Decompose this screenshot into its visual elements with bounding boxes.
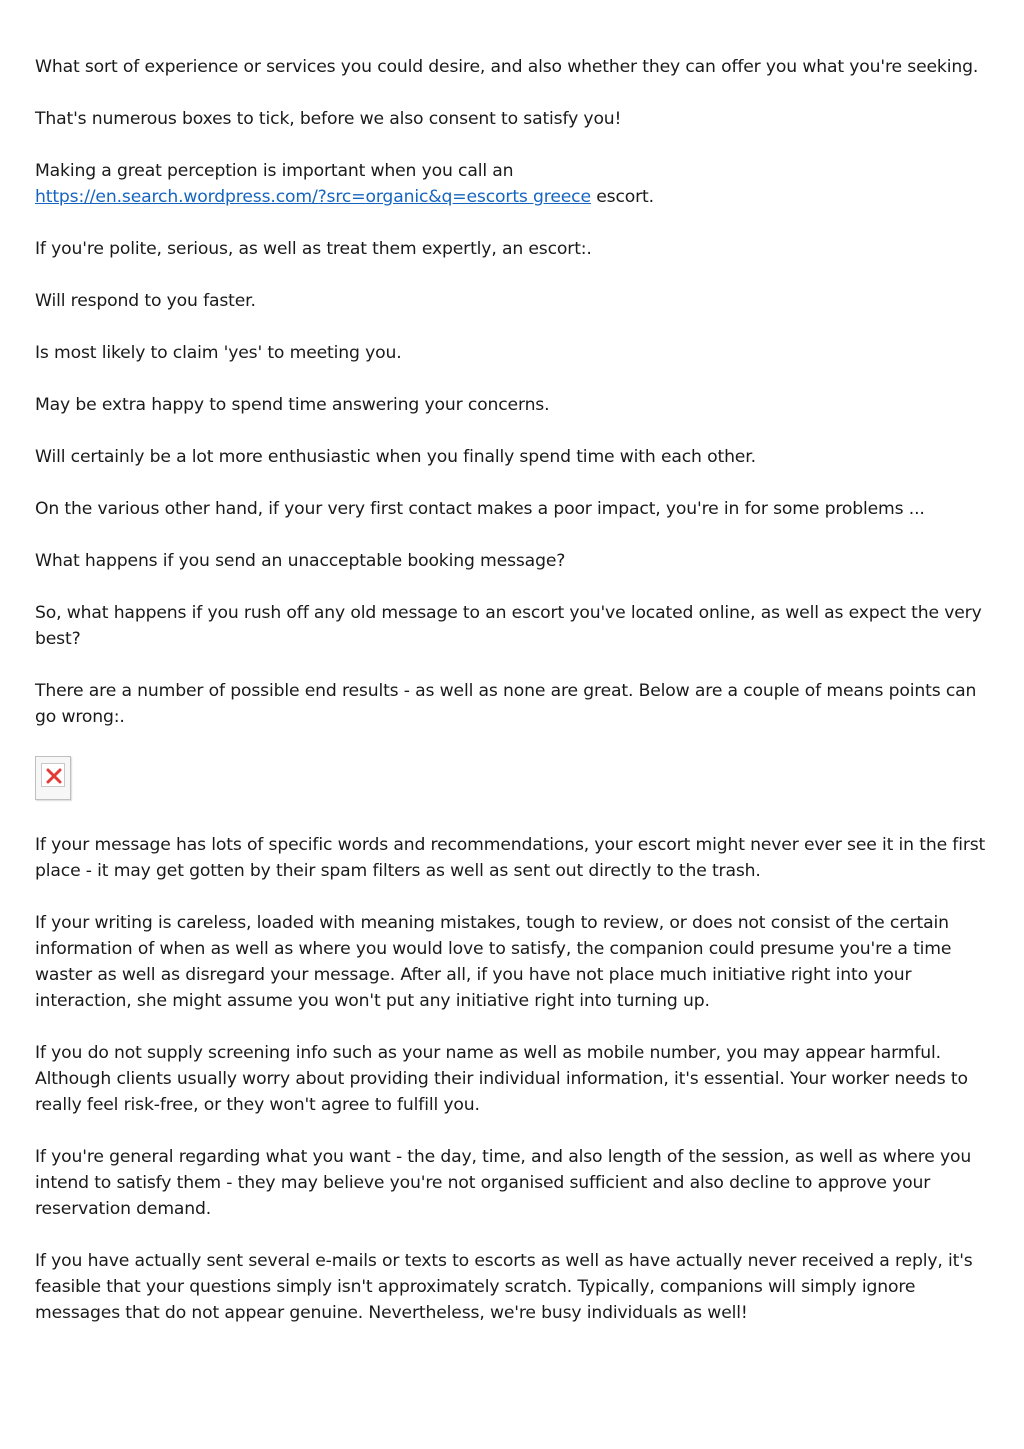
paragraph: What sort of experience or services you could desire, and also whether they can offer you what you're seeking.	[35, 57, 979, 77]
paragraph: If your message has lots of specific words and recommendations, your escort might never ever see it in the first place - it may get gotten by their spam filters as well as sent out directly to the trash.	[35, 835, 986, 881]
paragraph: If you're polite, serious, as well as treat them expertly, an escort:.	[35, 239, 592, 259]
paragraph: There are a number of possible end results - as well as none are great. Below are a couple of means points can go wrong:.	[35, 681, 977, 727]
paragraph: What happens if you send an unacceptable booking message?	[35, 551, 566, 571]
link-trailing-text: escort.	[590, 187, 654, 207]
broken-image-icon	[35, 756, 71, 800]
paragraph: If your writing is careless, loaded with meaning mistakes, tough to review, or does not consist of the certain information of when as well as where you would love to satisfy, the companion could presume you're a time waster as well as disregard your message. After all, if you have not place much initiative right into your interaction, she might assume you won't put any initiative right into turning up.	[35, 913, 952, 1011]
search-link[interactable]: https://en.search.wordpress.com/?src=organic&q=escorts greece	[35, 187, 591, 207]
paragraph: On the various other hand, if your very first contact makes a poor impact, you're in for some problems ...	[35, 499, 925, 519]
paragraph: If you do not supply screening info such as your name as well as mobile number, you may appear harmful. Although clients usually worry about providing their individual information, it's essential. Your worker needs to really feel risk-free, or they won't agree to fulfill you.	[35, 1043, 968, 1115]
paragraph: So, what happens if you rush off any old message to an escort you've located online, as well as expect the very best?	[35, 603, 982, 649]
paragraph: If you have actually sent several e-mails or texts to escorts as well as have actually never received a reply, it's feasible that your questions simply isn't approximately scratch. Typically, companions will simply ignore messages that do not appear genuine. Nevertheless, we're busy individuals as well!	[35, 1251, 973, 1323]
link-intro-text: Making a great perception is important when you call an	[35, 161, 514, 181]
paragraph: May be extra happy to spend time answering your concerns.	[35, 395, 550, 415]
paragraph: Is most likely to claim 'yes' to meeting you.	[35, 343, 402, 363]
paragraph: Will respond to you faster.	[35, 291, 256, 311]
document-body	[35, 54, 990, 1352]
paragraph: If you're general regarding what you want - the day, time, and also length of the session, as well as where you intend to satisfy them - they may believe you're not organised sufficient and also decline to approve your reservation demand.	[35, 1147, 972, 1219]
paragraph: Will certainly be a lot more enthusiastic when you finally spend time with each other.	[35, 447, 756, 467]
paragraph-with-link	[35, 158, 990, 210]
close-icon	[46, 768, 62, 784]
paragraph: That's numerous boxes to tick, before we also consent to satisfy you!	[35, 109, 622, 129]
